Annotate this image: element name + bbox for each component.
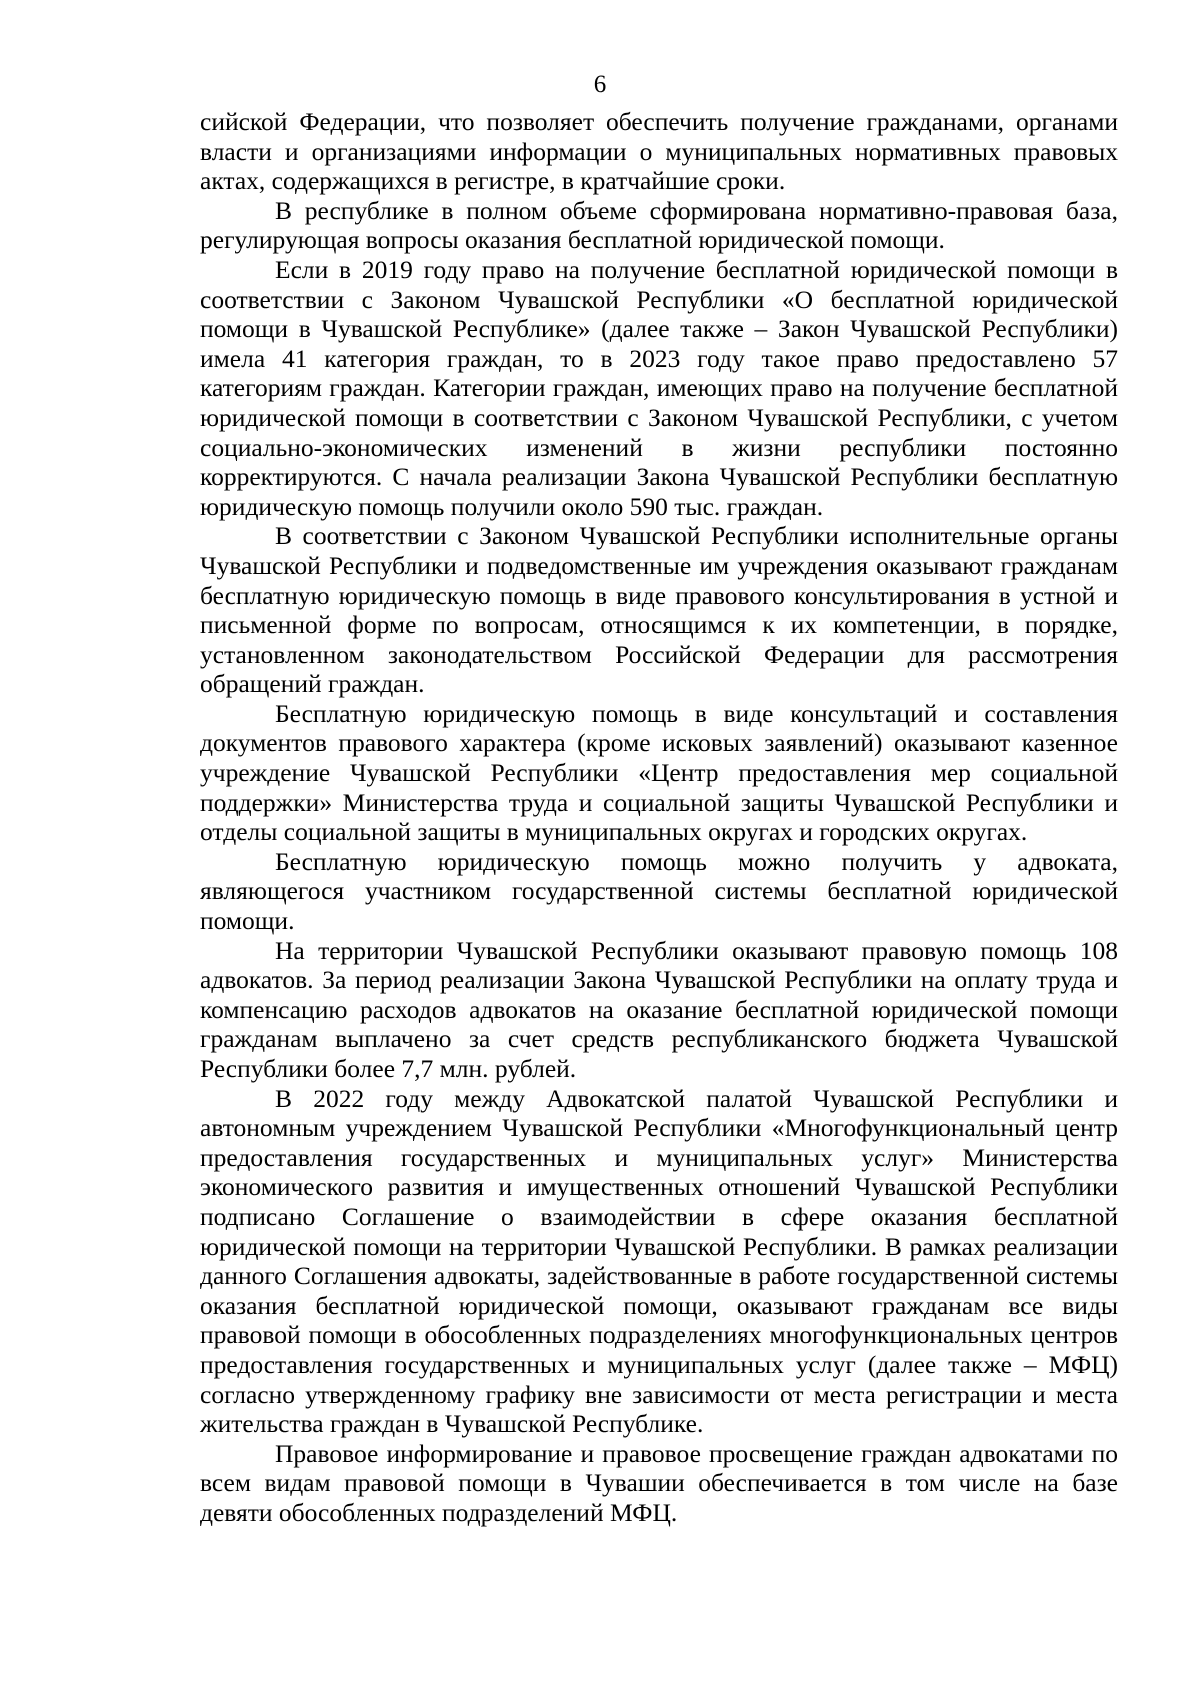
paragraph-legal-base: В республике в полном объеме сформирована нормативно-правовая база, регулирующая вопросы оказания бесплатной юридической помощи. — [200, 195, 1118, 255]
page-number: 6 — [593, 71, 607, 98]
paragraph-social-support-center: Бесплатную юридическую помощь в виде консультаций и составления документов правового характера (кроме исковых заявлений) оказывают казенное учреждение Чувашской Республики «Центр предоставления мер социальной поддержки» Министерства труда и социальной защиты Чувашской Республики и отделы социальной защиты в муниципальных округах и городских округах. — [200, 698, 1118, 847]
paragraph-categories: Если в 2019 году право на получение бесплатной юридической помощи в соответствии с Законом Чувашской Республики «О бесплатной юридической помощи в Чувашской Республике» (далее также – Закон Чувашской Республики) имела 41 категория граждан, то в 2023 году такое право предоставлено 57 категориям граждан. Категории граждан, имеющих право на получение бесплатной юридической помощи в соответствии с Законом Чувашской Республики, с учетом социально-экономических изменений в жизни республики постоянно корректируются. С начала реализации Закона Чувашской Республики бесплатную юридическую помощь получили около 590 тыс. граждан. — [200, 254, 1118, 521]
paragraph-mfc-agreement: В 2022 году между Адвокатской палатой Чувашской Республики и автономным учреждением Чувашской Республики «Многофункциональный центр предоставления государственных и муниципальных услуг» Министерства экономического развития и имущественных отношений Чувашской Республики подписано Соглашение о взаимодействии в сфере оказания бесплатной юридической помощи на территории Чувашской Республики. В рамках реализации данного Соглашения адвокаты, задействованные в работе государственной системы оказания бесплатной юридической помощи, оказывают гражданам все виды правовой помощи в обособленных подразделениях многофункциональных центров предоставления государственных и муниципальных услуг (далее также – МФЦ) согласно утвержденному графику вне зависимости от места регистрации и места жительства граждан в Чувашской Республике. — [200, 1083, 1118, 1439]
paragraph-executive-bodies: В соответствии с Законом Чувашской Республики исполнительные органы Чувашской Республики и подведомственные им учреждения оказывают гражданам бесплатную юридическую помощь в виде правового консультирования в устной и письменной форме по вопросам, относящимся к их компетенции, в порядке, установленном законодательством Российской Федерации для рассмотрения обращений граждан. — [200, 521, 1118, 699]
paragraph-advocate-help: Бесплатную юридическую помощь можно получить у адвоката, являющегося участником государственной системы бесплатной юридической помощи. — [200, 846, 1118, 936]
paragraph-legal-education: Правовое информирование и правовое просвещение граждан адвокатами по всем видам правовой помощи в Чувашии обеспечивается в том числе на базе девяти обособленных подразделений МФЦ. — [200, 1438, 1118, 1527]
paragraph-advocates-count: На территории Чувашской Республики оказывают правовую помощь 108 адвокатов. За период реализации Закона Чувашской Республики на оплату труда и компенсацию расходов адвокатов на оказание бесплатной юридической помощи гражданам выплачено за счет средств республиканского бюджета Чувашской Республики более 7,7 млн. рублей. — [200, 935, 1118, 1083]
body-text — [200, 107, 1118, 1528]
paragraph-continuation: сийской Федерации, что позволяет обеспечить получение гражданами, органами власти и организациями информации о муниципальных нормативных правовых актах, содержащихся в регистре, в кратчайшие сроки. — [200, 107, 1118, 196]
